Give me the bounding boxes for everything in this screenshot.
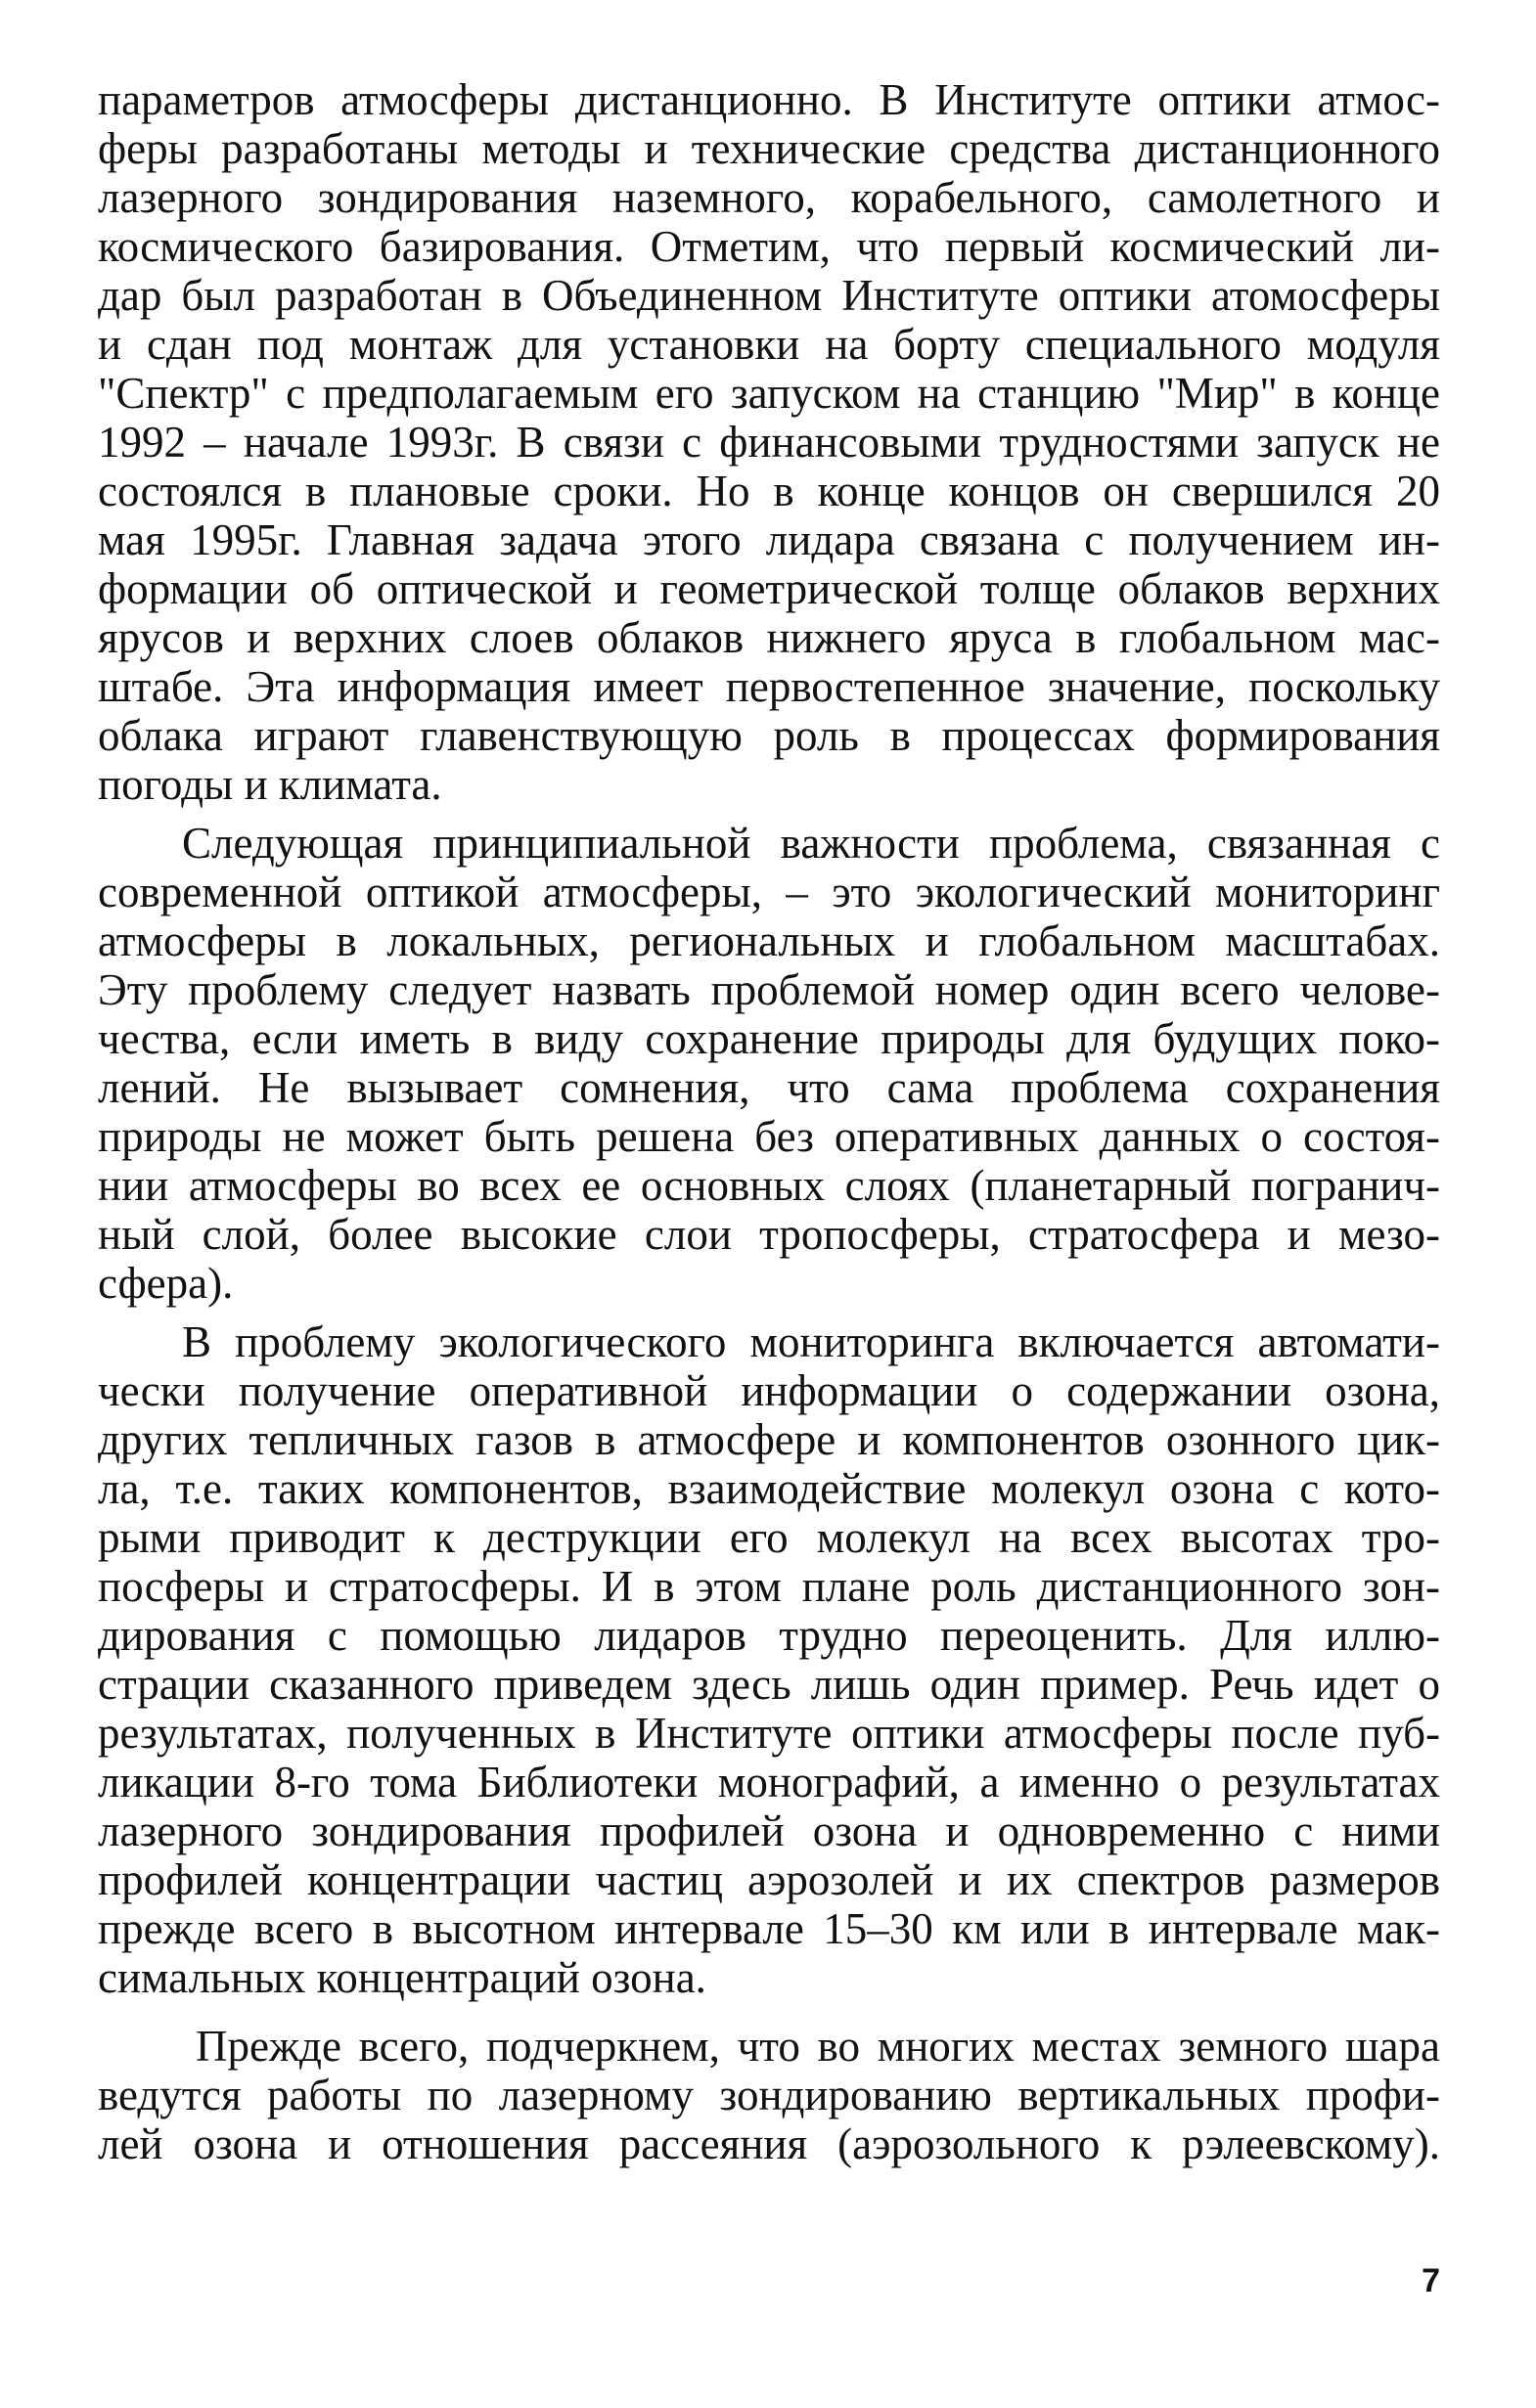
text-line: лазерного зондирования профилей озона и одновременно с ними [98, 1806, 1440, 1855]
text-line: и сдан под монтаж для установки на борту специального модуля [98, 320, 1440, 369]
page-number: 7 [1422, 2262, 1440, 2299]
text-line: профилей концентрации частиц аэрозолей и их спектров размеров [98, 1855, 1440, 1904]
text-line: других тепличных газов в атмосфере и компонентов озонного цик- [98, 1415, 1440, 1464]
text-line: Эту проблему следует назвать проблемой номер один всего челове- [98, 965, 1440, 1014]
text-line: атмосферы в локальных, региональных и глобальном масштабах. [98, 916, 1440, 965]
text-line: "Спектр" с предполагаемым его запуском на станцию "Мир" в конце [98, 369, 1440, 418]
text-line: посферы и стратосферы. И в этом плане роль дистанционного зон- [98, 1562, 1440, 1611]
text-line: дар был разработан в Объединенном Институте оптики атомосферы [98, 271, 1440, 320]
text-line: ярусов и верхних слоев облаков нижнего яруса в глобальном мас- [98, 613, 1440, 662]
text-line: дирования с помощью лидаров трудно переоценить. Для иллю- [98, 1611, 1440, 1660]
text-line: чества, если иметь в виду сохранение природы для будущих поко- [98, 1014, 1440, 1063]
text-line: страции сказанного приведем здесь лишь один пример. Речь идет о [98, 1660, 1440, 1709]
text-line: ведутся работы по лазерному зондированию вертикальных профи- [98, 2071, 1440, 2119]
text-line: современной оптикой атмосферы, – это экологический мониторинг [98, 868, 1440, 916]
text-line: чески получение оперативной информации о содержании озона, [98, 1366, 1440, 1415]
text-line: прежде всего в высотном интервале 15–30 км или в интервале мак- [98, 1904, 1440, 1953]
text-line: лей озона и отношения рассеяния (аэрозольного к рэлеевскому). [98, 2119, 1440, 2168]
text-line: 1992 – начале 1993г. В связи с финансовыми трудностями запуск не [98, 418, 1440, 467]
text-line: космического базирования. Отметим, что первый космический ли- [98, 222, 1440, 271]
text-line: облака играют главенствующую роль в процессах формирования [98, 711, 1440, 760]
text-line: штабе. Эта информация имеет первостепенное значение, поскольку [98, 662, 1440, 711]
text-line: ликации 8-го тома Библиотеки монографий, а именно о результатах [98, 1758, 1440, 1806]
text-line: Следующая принципиальной важности проблема, связанная с [182, 819, 1440, 868]
text-line: погоды и климата. [98, 760, 442, 809]
text-line: лений. Не вызывает сомнения, что сама проблема сохранения [98, 1063, 1440, 1112]
text-line: В проблему экологического мониторинга включается автомати- [182, 1317, 1440, 1366]
text-line: состоялся в плановые сроки. Но в конце концов он свершился 20 [98, 467, 1440, 515]
text-line: рыми приводит к деструкции его молекул на всех высотах тро- [98, 1513, 1440, 1562]
text-line: формации об оптической и геометрической толще облаков верхних [98, 564, 1440, 613]
text-line: феры разработаны методы и технические средства дистанционного [98, 124, 1440, 173]
text-line: нии атмосферы во всех ее основных слоях (планетарный погранич- [98, 1161, 1440, 1210]
text-line: мая 1995г. Главная задача этого лидара связана с получением ин- [98, 515, 1440, 564]
text-line: результатах, полученных в Институте оптики атмосферы после пуб- [98, 1709, 1440, 1758]
text-line: ла, т.е. таких компонентов, взаимодействие молекул озона с кото- [98, 1464, 1440, 1513]
text-line: параметров атмосферы дистанционно. В Институте оптики атмос- [98, 75, 1440, 124]
text-line: Прежде всего, подчеркнем, что во многих местах земного шара [196, 2022, 1440, 2071]
text-line: ный слой, более высокие слои тропосферы, стратосфера и мезо- [98, 1210, 1440, 1259]
text-line: сфера). [98, 1259, 234, 1308]
text-line: симальных концентраций озона. [98, 1953, 706, 2002]
text-line: природы не может быть решена без оперативных данных о состоя- [98, 1112, 1440, 1161]
text-line: лазерного зондирования наземного, корабельного, самолетного и [98, 173, 1440, 222]
